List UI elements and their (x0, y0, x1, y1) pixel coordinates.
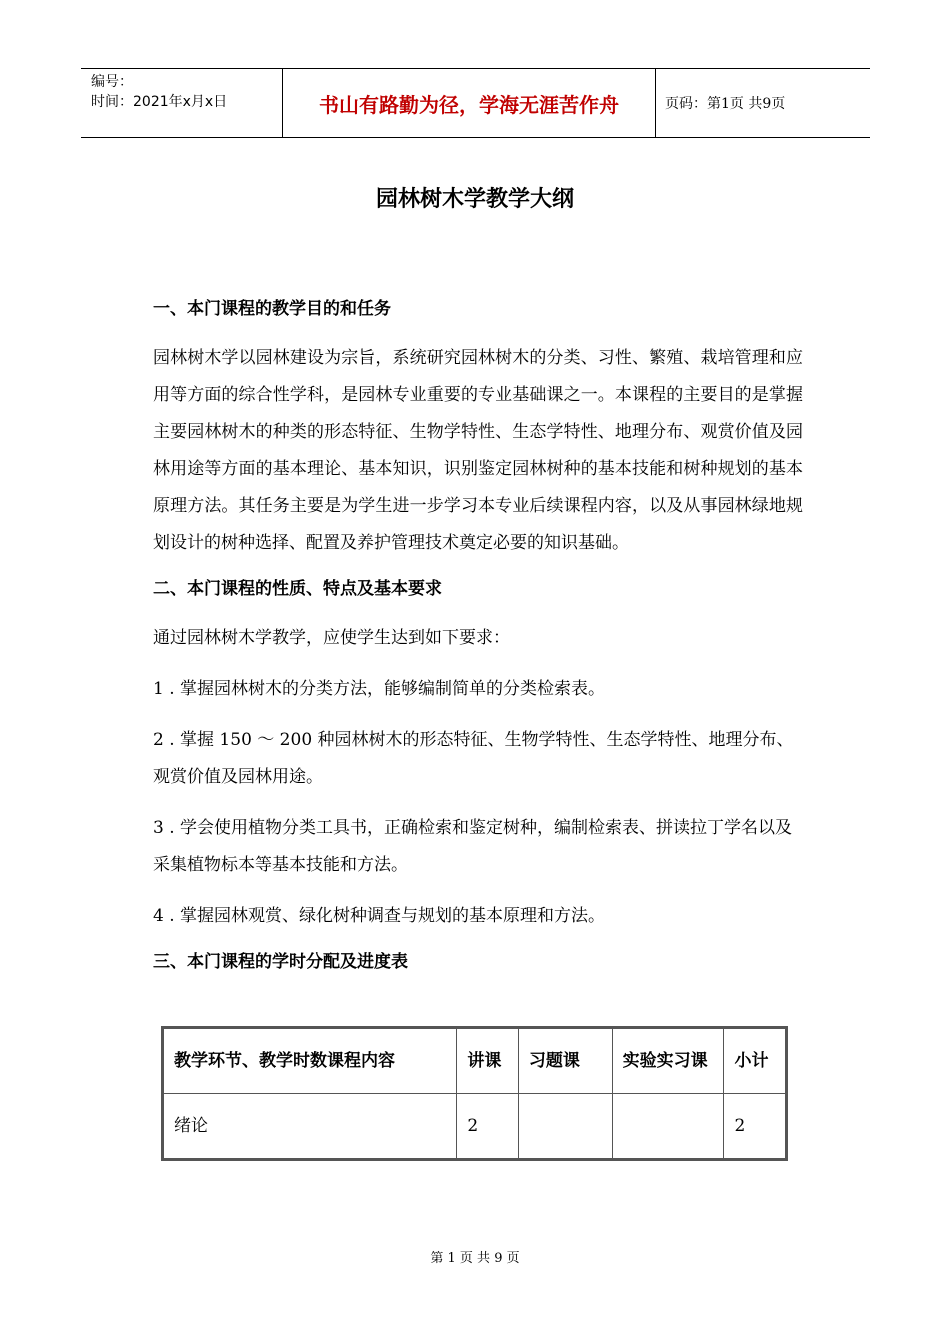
document-body (153, 296, 803, 993)
section-2-heading: 二、本门课程的性质、特点及基本要求 (153, 579, 442, 599)
table-header-row (163, 1028, 787, 1094)
section-3-heading: 三、本门课程的学时分配及进度表 (153, 952, 408, 972)
table-header-cell: 小计 (724, 1028, 787, 1094)
table-cell: 2 (724, 1094, 787, 1160)
page-footer: 第 1 页 共 9 页 (430, 1251, 520, 1266)
table-header-cell: 实验实习课 (612, 1028, 724, 1094)
table-cell: 绪论 (163, 1094, 457, 1160)
requirement-item-2: 2 . 掌握 150 ～ 200 种园林树木的形态特征、生物学特性、生态学特性、地理分布、观赏价值及园林用途。 (153, 730, 794, 787)
requirement-item-3: 3 . 学会使用植物分类工具书，正确检索和鉴定树种，编制检索表、拼读拉丁学名以及采集植物标本等基本技能和方法。 (153, 818, 793, 875)
section-1-body: 园林树木学以园林建设为宗旨，系统研究园林树木的分类、习性、繁殖、栽培管理和应用等方面的综合性学科，是园林专业重要的专业基础课之一。本课程的主要目的是掌握主要园林树木的种类的形态特征、生物学特性、生态学特性、地理分布、观赏价值及园林用途等方面的基本理论、基本知识，识别鉴定园林树种的基本技能和树种规划的基本原理方法。其任务主要是为学生进一步学习本专业后续课程内容，以及从事园林绿地规划设计的树种选择、配置及养护管理技术奠定必要的知识基础。 (153, 348, 803, 553)
table-cell (518, 1094, 612, 1160)
header-meta (91, 72, 281, 112)
serial-label: 编号： (91, 74, 133, 90)
section-1-heading: 一、本门课程的教学目的和任务 (153, 299, 391, 319)
table-cell: 2 (457, 1094, 518, 1160)
requirement-item-1: 1 . 掌握园林树木的分类方法，能够编制简单的分类检索表。 (153, 679, 606, 699)
table-cell (612, 1094, 724, 1160)
page-header (81, 68, 870, 138)
requirement-item-4: 4 . 掌握园林观赏、绿化树种调查与规划的基本原理和方法。 (153, 906, 606, 926)
table-header-cell: 讲课 (457, 1028, 518, 1094)
time-label: 时间：2021年x月x日 (91, 94, 228, 110)
section-2-intro: 通过园林树木学教学，应使学生达到如下要求： (153, 628, 510, 648)
table-row (163, 1094, 787, 1160)
header-page-info: 页码：第1页 共9页 (665, 96, 786, 112)
document-title: 园林树木学教学大纲 (375, 187, 574, 212)
schedule-table (161, 1026, 788, 1161)
table-header-cell: 习题课 (518, 1028, 612, 1094)
header-motto: 书山有路勤为径，学海无涯苦作舟 (282, 69, 656, 137)
table-header-cell: 教学环节、教学时数课程内容 (163, 1028, 457, 1094)
